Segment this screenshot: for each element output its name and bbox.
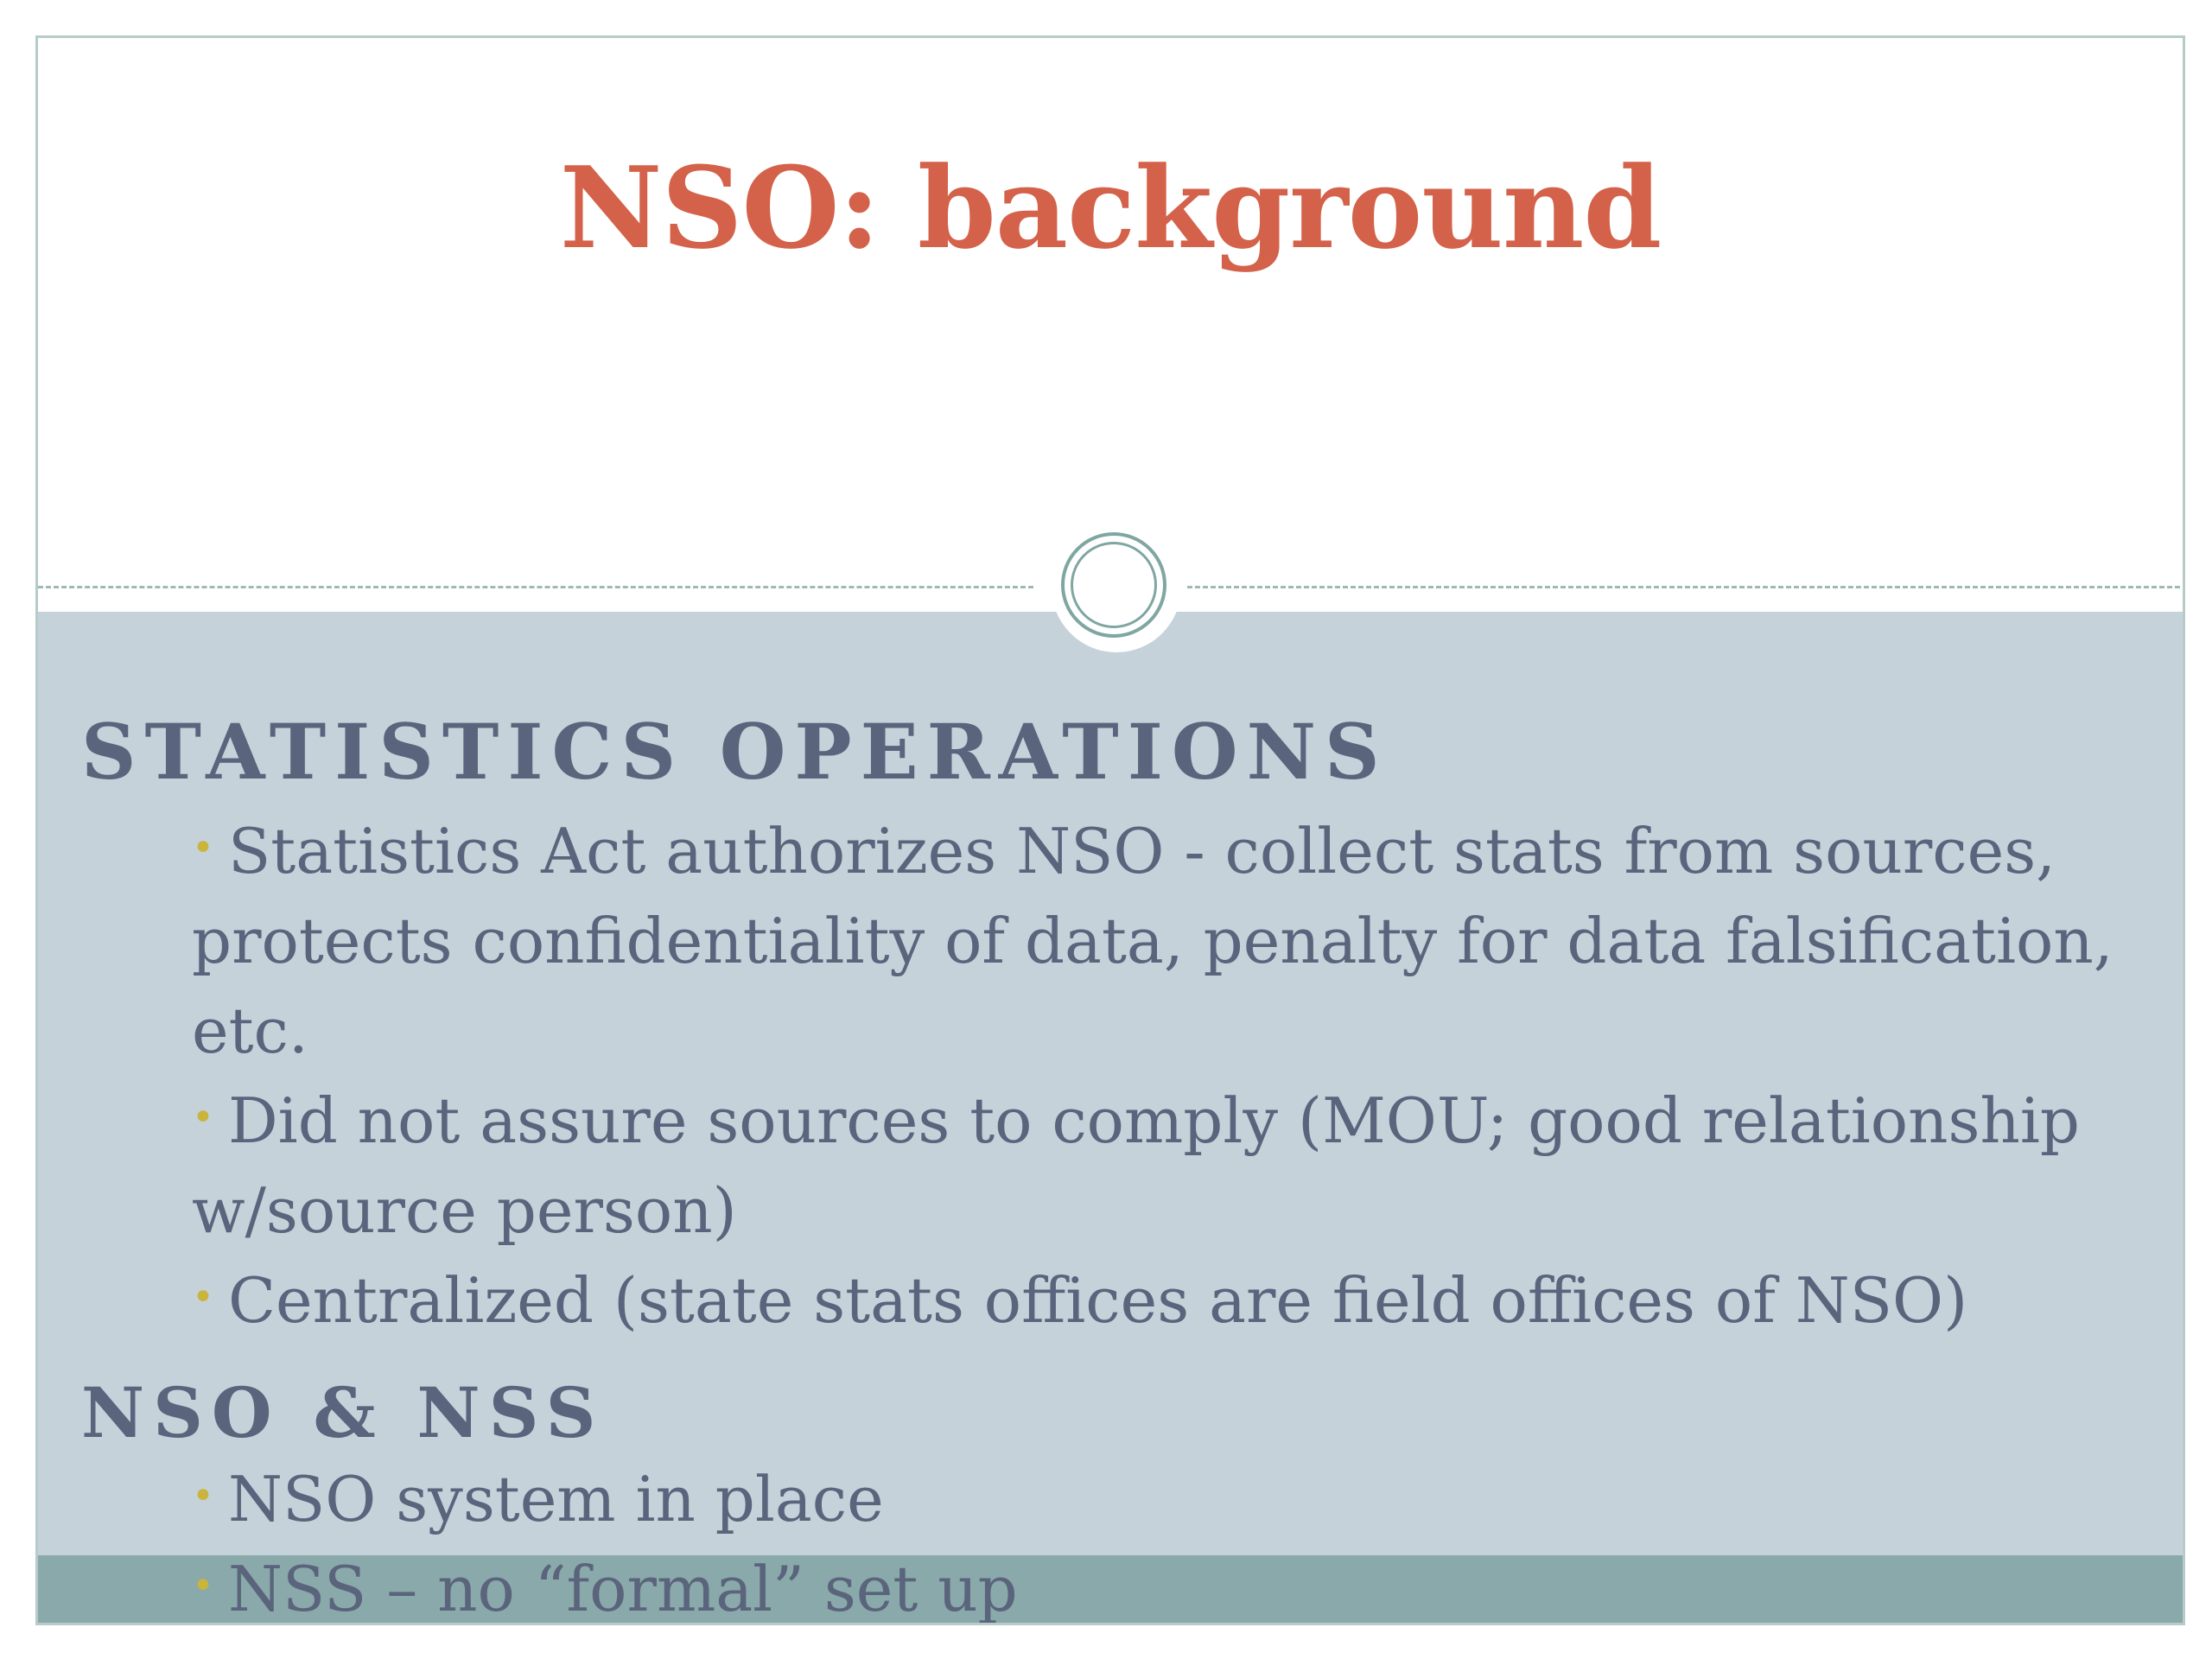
content-panel bbox=[38, 612, 2183, 1588]
section-heading-statistics-operations: STATISTICS OPERATIONS bbox=[81, 707, 1389, 797]
slide bbox=[35, 35, 2185, 1625]
bullet-dot-icon: • bbox=[192, 1096, 214, 1140]
section-heading-nso-nss: NSO & NSS bbox=[81, 1372, 605, 1453]
bullet-text: NSS – no “formal” set up bbox=[227, 1553, 1018, 1625]
bullet-dot-icon: • bbox=[192, 1275, 214, 1319]
bullet-item bbox=[192, 1541, 2136, 1625]
slide-title: NSO: background bbox=[559, 142, 1662, 274]
bullet-item bbox=[192, 1253, 2136, 1345]
bullet-text: Centralized (state stats offices are field offices of NSO) bbox=[227, 1264, 1968, 1337]
bullet-item bbox=[192, 1452, 2136, 1544]
bullet-dot-icon: • bbox=[192, 826, 214, 870]
divider-line-right bbox=[1187, 586, 2185, 588]
bullet-dot-icon: • bbox=[192, 1564, 214, 1608]
bullet-text: Statistics Act authorizes NSO - collect stats from sources, protects confidentiality of data, penalty for data falsification, etc. bbox=[192, 815, 2113, 1067]
bullet-item bbox=[192, 804, 2136, 1076]
bullet-text: Did not assure sources to comply (MOU; good relationship w/source person) bbox=[192, 1084, 2080, 1247]
bullet-text: NSO system in place bbox=[227, 1463, 884, 1535]
inner-ring-circle-icon bbox=[1071, 542, 1157, 628]
divider-line-left bbox=[38, 586, 1033, 588]
bullet-item bbox=[192, 1073, 2136, 1255]
bullet-dot-icon: • bbox=[192, 1474, 214, 1518]
